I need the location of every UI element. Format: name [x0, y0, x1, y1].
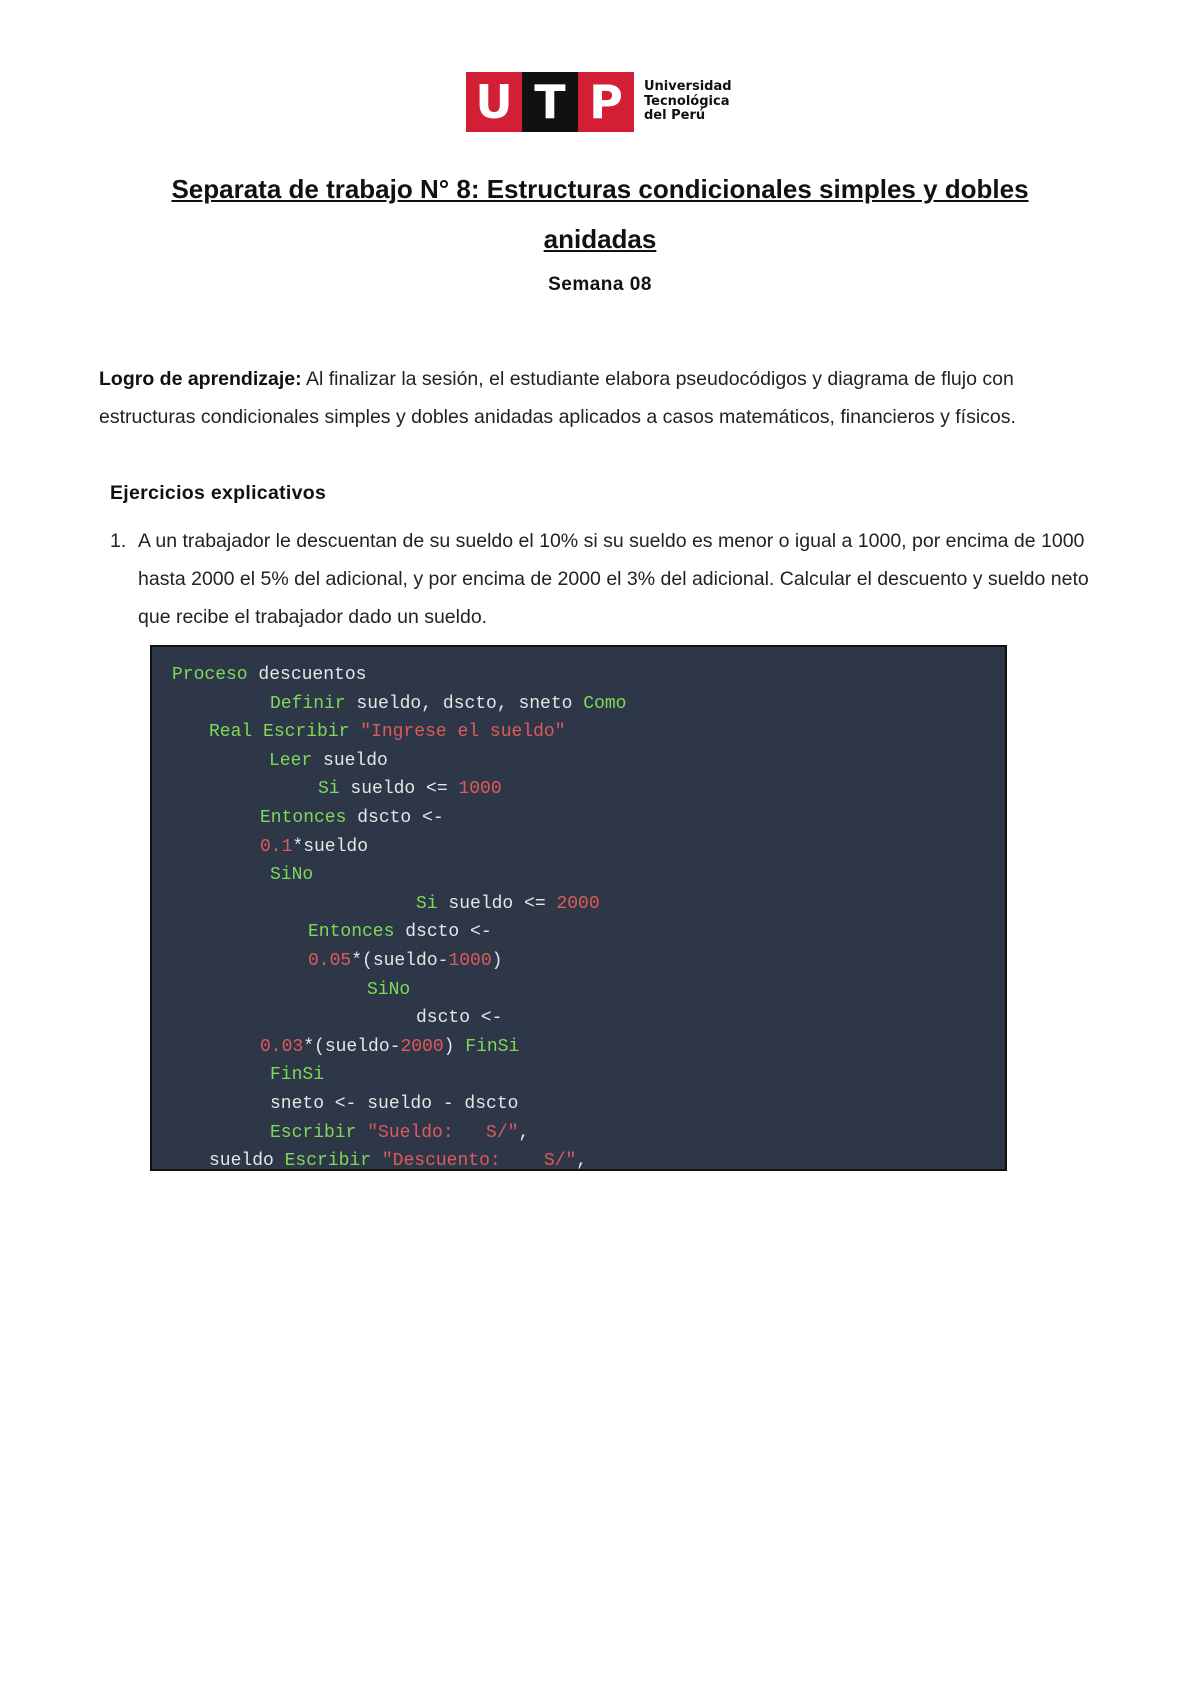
code-text: ) — [491, 951, 503, 971]
code-number: 2000 — [400, 1036, 444, 1057]
code-text: sneto <- sueldo - dscto — [270, 1094, 519, 1114]
code-text — [349, 722, 360, 742]
code-text: *(sueldo- — [351, 951, 449, 971]
code-number: 0.1 — [260, 836, 293, 857]
code-keyword: FinSi — [270, 1065, 325, 1086]
code-text: descuentos — [247, 665, 367, 685]
logo-letters — [466, 72, 634, 132]
code-line — [270, 1094, 518, 1114]
exercise-text: A un trabajador le descuentan de su sueldo el 10% si su sueldo es menor o igual a 1000, por encima de 1000 hasta 2000 el 5% del adicional, y por encima de 2000 el 3% del adicional. Calcular el descuento y sueldo neto que recibe el trabajador dado un sueldo. — [138, 530, 1089, 628]
document-title-line-2: anidadas — [543, 224, 657, 254]
code-line — [308, 922, 492, 942]
logo-letter-t: T — [522, 72, 578, 132]
code-number: 1000 — [448, 951, 492, 971]
code-keyword: Entonces — [308, 922, 395, 943]
code-text: dscto <- — [416, 1008, 503, 1029]
code-line — [416, 1008, 502, 1028]
code-line — [269, 751, 388, 771]
exercise-item — [110, 522, 1090, 636]
code-line — [260, 837, 368, 857]
code-keyword: Real — [209, 722, 253, 743]
logo-text-line: del Perú — [644, 108, 706, 124]
logo-letter-u: U — [466, 72, 522, 132]
code-line — [270, 694, 626, 714]
learning-goal-paragraph — [99, 360, 1105, 436]
code-line — [209, 722, 566, 742]
code-line — [172, 665, 366, 685]
logo-text-line: Universidad — [644, 79, 732, 95]
code-keyword: Definir — [270, 693, 346, 714]
code-line — [308, 951, 502, 971]
exercise-number: 1. — [110, 530, 127, 552]
code-keyword: SiNo — [367, 979, 411, 1000]
code-line — [270, 1065, 324, 1085]
logo-text — [644, 80, 732, 124]
code-keyword: Como — [583, 693, 627, 714]
code-string: "Ingrese el sueldo" — [360, 722, 566, 743]
code-text: sueldo <= — [437, 893, 557, 914]
code-keyword: Escribir — [284, 1151, 372, 1171]
code-line — [260, 1037, 519, 1057]
code-text: , — [576, 1151, 588, 1171]
utp-logo — [466, 72, 732, 132]
code-keyword: Proceso — [172, 665, 248, 685]
document-title-line-1: Separata de trabajo N° 8: Estructuras condicionales simples y dobles — [171, 174, 1029, 204]
code-keyword: Si — [318, 779, 340, 800]
logo-text-line: Tecnológica — [644, 93, 730, 109]
code-keyword: Leer — [269, 750, 313, 771]
code-text: sueldo — [312, 750, 388, 771]
code-line — [270, 865, 313, 885]
code-text: , — [518, 1122, 530, 1143]
code-text — [252, 722, 263, 742]
code-number: 2000 — [556, 893, 600, 914]
code-line — [318, 779, 502, 799]
code-text: sueldo <= — [339, 779, 459, 800]
code-keyword: Entonces — [260, 808, 347, 828]
code-keyword: FinSi — [465, 1036, 520, 1057]
code-keyword: Escribir — [270, 1122, 357, 1143]
code-text: dscto <- — [346, 808, 444, 828]
code-line — [416, 894, 600, 914]
code-keyword: SiNo — [270, 865, 314, 886]
code-number: 1000 — [458, 779, 502, 800]
code-number: 0.05 — [308, 951, 352, 971]
code-text — [371, 1151, 382, 1171]
logo-letter-p: P — [578, 72, 634, 132]
code-line — [367, 980, 410, 1000]
code-number: 0.03 — [260, 1036, 304, 1057]
code-keyword: Si — [416, 893, 438, 914]
learning-goal-text: Al finalizar la sesión, el estudiante elabora pseudocódigos y diagrama de flujo con estructuras condicionales simples y dobles anidadas aplicados a casos matemáticos, financieros y físicos. — [99, 368, 1016, 428]
code-text: *sueldo — [292, 836, 369, 857]
code-keyword: Escribir — [263, 722, 350, 743]
pseudocode-block — [150, 645, 1007, 1171]
code-text: *(sueldo- — [303, 1036, 401, 1057]
code-string: "Descuento: S/" — [381, 1151, 577, 1171]
code-text: dscto <- — [394, 922, 492, 943]
code-line — [209, 1151, 587, 1171]
week-label: Semana 08 — [548, 274, 652, 295]
code-line — [260, 808, 444, 828]
code-text: sueldo — [209, 1151, 285, 1171]
code-text: ) — [443, 1036, 466, 1057]
code-string: "Sueldo: S/" — [367, 1122, 519, 1143]
section-title: Ejercicios explicativos — [110, 482, 327, 504]
learning-goal-label: Logro de aprendizaje: — [99, 368, 302, 390]
code-text — [356, 1123, 367, 1143]
code-text: sueldo, dscto, sneto — [345, 693, 584, 714]
code-line — [270, 1123, 529, 1143]
